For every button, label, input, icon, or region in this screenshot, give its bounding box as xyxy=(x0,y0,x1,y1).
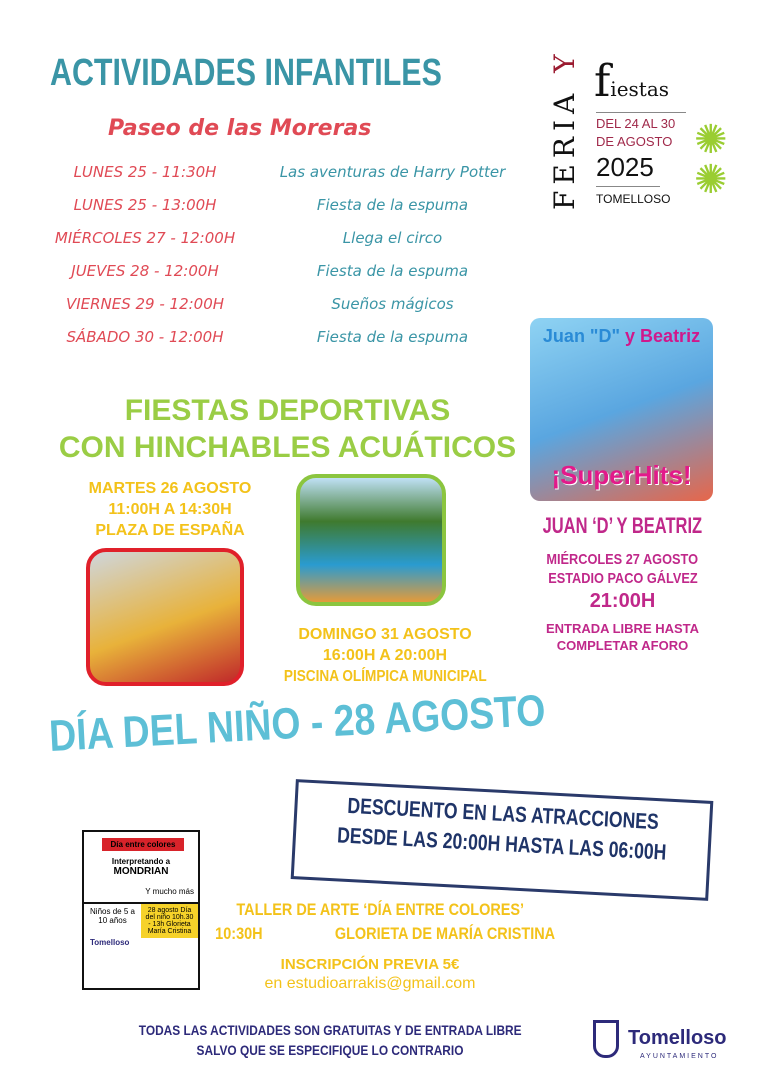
superhits-album-cover xyxy=(530,318,713,501)
cover-subtitle: ¡SuperHits! xyxy=(551,460,692,490)
schedule-row xyxy=(30,320,525,353)
taller-title: TALLER DE ARTE ‘DÍA ENTRE COLORES’ xyxy=(236,900,524,919)
inscripcion: INSCRIPCIÓN PREVIA 5€ xyxy=(280,956,460,973)
schedule-activity: Fiesta de la espuma xyxy=(316,261,469,280)
schedule-row xyxy=(30,155,525,188)
event2-date: DOMINGO 31 AGOSTO xyxy=(298,626,472,643)
mondrian-line4: Y mucho más xyxy=(145,887,194,896)
event1-place: PLAZA DE ESPAÑA xyxy=(95,522,245,539)
plaza-inflatables-photo xyxy=(86,548,244,686)
dia-del-nino-title: DÍA DEL NIÑO - 28 AGOSTO xyxy=(48,686,547,761)
schedule-activity: Llega el circo xyxy=(342,228,443,247)
schedule-date: LUNES 25 - 13:00H xyxy=(73,195,217,214)
mondrian-line2: Interpretando a xyxy=(111,857,171,866)
schedule-activity: Las aventuras de Harry Potter xyxy=(279,162,506,181)
event1-time: 11:00H A 14:30H xyxy=(108,501,232,518)
schedule-list xyxy=(30,155,525,353)
cover-title-b: y Beatriz xyxy=(625,326,701,346)
banner-line1: DESCUENTO EN LAS ATRACCIONES xyxy=(347,792,660,835)
feria-town: TOMELLOSO xyxy=(596,186,660,206)
deportivas-title-line2: CON HINCHABLES ACUÁTICOS xyxy=(58,431,517,464)
mondrian-line5: Niños de 5 a 10 años xyxy=(90,907,135,925)
event2-place: PISCINA OLÍMPICA MUNICIPAL xyxy=(283,668,487,685)
piscina-photo xyxy=(296,474,446,606)
feria-logo-text xyxy=(548,48,581,210)
juan-name-wrap xyxy=(515,512,730,540)
feria-dates: DEL 24 AL 30 DE AGOSTO xyxy=(596,112,686,151)
fiestas-logo-text xyxy=(594,56,669,115)
mondrian-line3: MONDRIAN xyxy=(113,866,169,877)
cover-title xyxy=(530,326,713,347)
feria-year: 2025 xyxy=(596,152,654,182)
discount-banner xyxy=(291,779,714,901)
tomelloso-logo-sub: AYUNTAMIENTO xyxy=(640,1053,719,1060)
juan-note2: COMPLETAR AFORO xyxy=(556,638,689,653)
event1-info xyxy=(70,478,270,541)
taller-time: 10:30H xyxy=(215,924,263,943)
event2-info xyxy=(250,624,520,687)
juan-place: ESTADIO PACO GÁLVEZ xyxy=(547,570,698,587)
feria-word: FERIA xyxy=(548,87,581,210)
y-word: Y xyxy=(548,48,581,73)
footer-line2: SALVO QUE SE ESPECIFIQUE LO CONTRARIO xyxy=(196,1042,464,1058)
juan-time: 21:00H xyxy=(589,590,656,612)
footer-line1: TODAS LAS ACTIVIDADES SON GRATUITAS Y DE ENTRADA LIBRE xyxy=(138,1022,522,1038)
schedule-row xyxy=(30,188,525,221)
schedule-row xyxy=(30,221,525,254)
juan-info xyxy=(515,550,730,654)
juan-note1: ENTRADA LIBRE HASTA xyxy=(545,621,700,636)
mondrian-poster xyxy=(82,830,200,990)
event2-time: 16:00H A 20:00H xyxy=(322,647,448,664)
mondrian-logo: Tomelloso xyxy=(90,938,130,947)
schedule-activity: Fiesta de la espuma xyxy=(316,195,469,214)
schedule-date: SÁBADO 30 - 12:00H xyxy=(66,327,224,346)
banner-line2: DESDE LAS 20:00H HASTA LAS 06:00H xyxy=(336,822,668,865)
email-link[interactable]: en estudioarrakis@gmail.com xyxy=(264,975,476,992)
taller-info xyxy=(205,898,555,946)
schedule-date: MIÉRCOLES 27 - 12:00H xyxy=(54,228,236,247)
schedule-row xyxy=(30,287,525,320)
fiestas-word: iestas xyxy=(610,77,670,101)
location-subtitle: Paseo de las Moreras xyxy=(108,116,372,141)
tomelloso-shield-icon xyxy=(593,1020,619,1058)
juan-name: JUAN ‘D’ Y BEATRIZ xyxy=(542,513,703,538)
deportivas-title-line1: FIESTAS DEPORTIVAS xyxy=(124,394,451,427)
schedule-date: JUEVES 28 - 12:00H xyxy=(71,261,219,280)
page-title: ACTIVIDADES INFANTILES xyxy=(50,52,442,94)
fiestas-initial: f xyxy=(594,56,611,107)
mondrian-line1: Día entre colores xyxy=(102,838,184,851)
mondrian-line6: 28 agosto Día del niño 10h.30 - 13h Glorieta María Cristina xyxy=(141,904,198,938)
event1-date: MARTES 26 AGOSTO xyxy=(88,480,252,497)
schedule-activity: Fiesta de la espuma xyxy=(316,327,469,346)
fireworks-icon: ✺ ✺ xyxy=(694,118,728,202)
cover-title-a: Juan "D" xyxy=(542,326,621,346)
taller-place: GLORIETA DE MARÍA CRISTINA xyxy=(334,924,555,943)
schedule-date: VIERNES 29 - 12:00H xyxy=(65,294,225,313)
schedule-activity: Sueños mágicos xyxy=(331,294,454,313)
juan-date: MIÉRCOLES 27 AGOSTO xyxy=(546,551,699,568)
schedule-row xyxy=(30,254,525,287)
footer-note xyxy=(95,1020,565,1060)
tomelloso-logo-name: Tomelloso xyxy=(628,1027,727,1049)
deportivas-title xyxy=(50,392,525,466)
schedule-date: LUNES 25 - 11:30H xyxy=(73,162,217,181)
